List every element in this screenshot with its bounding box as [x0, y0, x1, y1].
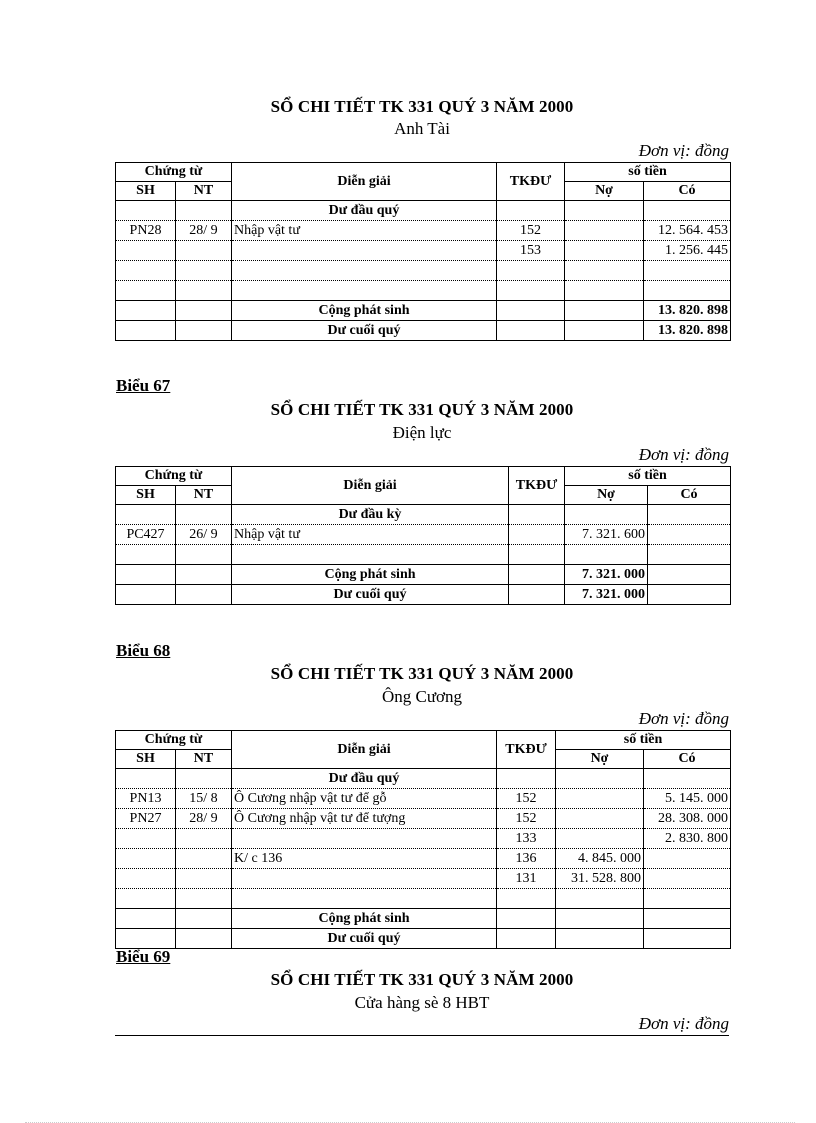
cell-co: 1. 256. 445 [644, 241, 731, 261]
cell-nt [176, 829, 232, 849]
opening-label: Dư đầu quý [232, 769, 497, 789]
cell-sh: PN27 [116, 809, 176, 829]
cell-no [556, 889, 644, 909]
cell-desc [232, 869, 497, 889]
header-tkdu: TKĐƯ [497, 731, 556, 769]
total-label: Cộng phát sinh [232, 301, 497, 321]
cell-nt [176, 261, 232, 281]
ledger-subtitle-2: Điện lực [392, 423, 452, 442]
cell-desc [232, 261, 497, 281]
total-row [116, 565, 731, 585]
ledger-title-3: SỔ CHI TIẾT TK 331 QUÝ 3 NĂM 2000 [270, 664, 574, 683]
cell-nt [176, 241, 232, 261]
cell-co: 12. 564. 453 [644, 221, 731, 241]
header-sh: SH [116, 486, 176, 505]
cell-tk: 152 [497, 809, 556, 829]
closing-label: Dư cuối quý [232, 321, 497, 341]
cell-desc [232, 889, 497, 909]
cell-sh [116, 869, 176, 889]
cell-co [644, 889, 731, 909]
cell-co [644, 281, 731, 301]
header-sh: SH [116, 182, 176, 201]
cell-desc: K/ c 136 [232, 849, 497, 869]
cell-co: 5. 145. 000 [644, 789, 731, 809]
total-co: 13. 820. 898 [644, 301, 731, 321]
total-row [116, 301, 731, 321]
header-tkdu: TKĐƯ [509, 467, 565, 505]
closing-no [565, 321, 644, 341]
cell-nt [176, 545, 232, 565]
cell-desc [232, 545, 509, 565]
opening-row [116, 201, 731, 221]
opening-row [116, 505, 731, 525]
cell-tk: 131 [497, 869, 556, 889]
header-sh: SH [116, 750, 176, 769]
cell-no [565, 221, 644, 241]
cell-co [644, 261, 731, 281]
table-top-rule [115, 1035, 729, 1036]
cell-nt: 26/ 9 [176, 525, 232, 545]
total-co [648, 565, 731, 585]
cell-sh [116, 281, 176, 301]
table-row [116, 849, 731, 869]
table-row [116, 869, 731, 889]
unit-label-4: Đơn vị: đồng [638, 1014, 729, 1033]
cell-nt [176, 281, 232, 301]
total-co [644, 909, 731, 929]
header-so-tien: số tiền [556, 731, 731, 750]
cell-desc: Ô Cương nhập vật tư để gỗ [232, 789, 497, 809]
cell-no [565, 241, 644, 261]
cell-no [565, 281, 644, 301]
cell-desc: Ô Cương nhập vật tư để tượng [232, 809, 497, 829]
cell-sh: PC427 [116, 525, 176, 545]
closing-co: 13. 820. 898 [644, 321, 731, 341]
bieu-label-67: Biểu 67 [116, 376, 171, 395]
closing-row [116, 585, 731, 605]
cell-desc [232, 281, 497, 301]
header-nt: NT [176, 486, 232, 505]
header-chung-tu: Chứng từ [116, 163, 232, 182]
cell-tk [497, 889, 556, 909]
header-tkdu: TKĐƯ [497, 163, 565, 201]
cell-co: 2. 830. 800 [644, 829, 731, 849]
cell-sh [116, 889, 176, 909]
cell-sh [116, 241, 176, 261]
cell-sh [116, 261, 176, 281]
cell-desc: Nhập vật tư [232, 221, 497, 241]
cell-nt [176, 849, 232, 869]
cell-no [565, 261, 644, 281]
cell-no: 31. 528. 800 [556, 869, 644, 889]
total-label: Cộng phát sinh [232, 909, 497, 929]
unit-label-2: Đơn vị: đồng [638, 445, 729, 464]
bieu-label-69: Biểu 69 [116, 947, 171, 966]
cell-no [556, 829, 644, 849]
cell-tk: 136 [497, 849, 556, 869]
header-co: Có [648, 486, 731, 505]
total-no [565, 301, 644, 321]
ledger-title-4: SỔ CHI TIẾT TK 331 QUÝ 3 NĂM 2000 [270, 970, 574, 989]
header-nt: NT [176, 750, 232, 769]
cell-no [565, 545, 648, 565]
table-row [116, 241, 731, 261]
cell-desc [232, 829, 497, 849]
cell-sh: PN13 [116, 789, 176, 809]
cell-sh [116, 545, 176, 565]
cell-no: 7. 321. 600 [565, 525, 648, 545]
table-row [116, 281, 731, 301]
total-row [116, 909, 731, 929]
table-row [116, 889, 731, 909]
header-co: Có [644, 182, 731, 201]
closing-label: Dư cuối quý [232, 929, 497, 949]
cell-tk [509, 525, 565, 545]
cell-co [648, 545, 731, 565]
header-dien-giai: Diễn giải [232, 731, 497, 769]
closing-row [116, 929, 731, 949]
total-no: 7. 321. 000 [565, 565, 648, 585]
cell-tk: 152 [497, 789, 556, 809]
cell-tk [497, 281, 565, 301]
table-row [116, 525, 731, 545]
table-row [116, 261, 731, 281]
cell-nt [176, 889, 232, 909]
cell-no [556, 809, 644, 829]
header-chung-tu: Chứng từ [116, 731, 232, 750]
header-no: Nợ [565, 182, 644, 201]
ledger-subtitle-1: Anh Tài [394, 119, 450, 138]
cell-no: 4. 845. 000 [556, 849, 644, 869]
header-chung-tu: Chứng từ [116, 467, 232, 486]
header-dien-giai: Diễn giải [232, 467, 509, 505]
cell-nt: 28/ 9 [176, 809, 232, 829]
cell-desc [232, 241, 497, 261]
cell-sh [116, 829, 176, 849]
header-nt: NT [176, 182, 232, 201]
closing-label: Dư cuối quý [232, 585, 509, 605]
table-row [116, 809, 731, 829]
header-no: Nợ [556, 750, 644, 769]
bieu-label-68: Biểu 68 [116, 641, 171, 660]
opening-label: Dư đầu kỳ [232, 505, 509, 525]
ledger-table-2 [115, 466, 731, 605]
cell-tk: 133 [497, 829, 556, 849]
total-no [556, 909, 644, 929]
cell-nt: 28/ 9 [176, 221, 232, 241]
header-so-tien: số tiền [565, 163, 731, 182]
header-no: Nợ [565, 486, 648, 505]
table-row [116, 221, 731, 241]
cell-tk: 153 [497, 241, 565, 261]
cell-sh [116, 849, 176, 869]
closing-co [648, 585, 731, 605]
table-row [116, 829, 731, 849]
unit-label-3: Đơn vị: đồng [638, 709, 729, 728]
cell-co [648, 525, 731, 545]
ledger-title-2: SỔ CHI TIẾT TK 331 QUÝ 3 NĂM 2000 [270, 400, 574, 419]
cell-no [556, 789, 644, 809]
closing-co [644, 929, 731, 949]
table-row [116, 789, 731, 809]
opening-label: Dư đầu quý [232, 201, 497, 221]
cell-tk [509, 545, 565, 565]
closing-no [556, 929, 644, 949]
cell-nt: 15/ 8 [176, 789, 232, 809]
total-label: Cộng phát sinh [232, 565, 509, 585]
ledger-title-1: SỔ CHI TIẾT TK 331 QUÝ 3 NĂM 2000 [270, 97, 574, 116]
cell-co: 28. 308. 000 [644, 809, 731, 829]
header-dien-giai: Diễn giải [232, 163, 497, 201]
cell-desc: Nhập vật tư [232, 525, 509, 545]
table-row [116, 545, 731, 565]
cell-co [644, 849, 731, 869]
cell-co [644, 869, 731, 889]
ledger-table-3 [115, 730, 731, 949]
closing-row [116, 321, 731, 341]
header-so-tien: số tiền [565, 467, 731, 486]
header-co: Có [644, 750, 731, 769]
ledger-subtitle-3: Ông Cương [381, 687, 463, 706]
opening-row [116, 769, 731, 789]
ledger-subtitle-4: Cửa hàng sè 8 HBT [354, 993, 490, 1012]
closing-no: 7. 321. 000 [565, 585, 648, 605]
cell-nt [176, 869, 232, 889]
ledger-table-1 [115, 162, 731, 341]
cell-tk [497, 261, 565, 281]
cell-sh: PN28 [116, 221, 176, 241]
cell-tk: 152 [497, 221, 565, 241]
unit-label-1: Đơn vị: đồng [638, 141, 729, 160]
